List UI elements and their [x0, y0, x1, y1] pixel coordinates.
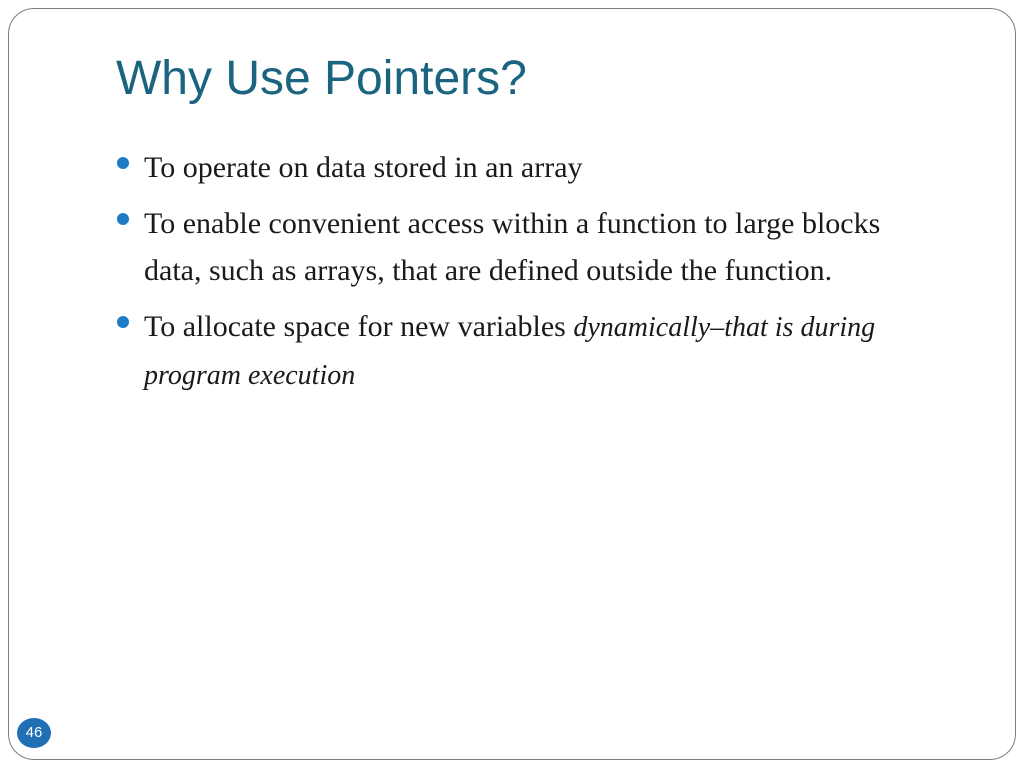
bullet-item [117, 200, 937, 294]
bullet-dot-icon [117, 157, 129, 169]
bullet-list [117, 144, 937, 408]
bullet-dot-icon [117, 316, 129, 328]
bullet-item [117, 144, 937, 191]
bullet-dot-icon [117, 213, 129, 225]
bullet-text: To allocate space for new variables [144, 310, 574, 343]
slide-title: Why Use Pointers? [116, 52, 527, 105]
bullet-text: To enable convenient access within a function to large blocks data, such as arrays, that are defined outside the function. [144, 207, 881, 287]
slide-frame [8, 8, 1016, 760]
bullet-item [117, 303, 937, 399]
bullet-text: To operate on data stored in an array [144, 151, 583, 184]
page-number-badge: 46 [17, 718, 51, 748]
bullet-emphasis-text: dynamically–that is during program execution [144, 312, 876, 391]
